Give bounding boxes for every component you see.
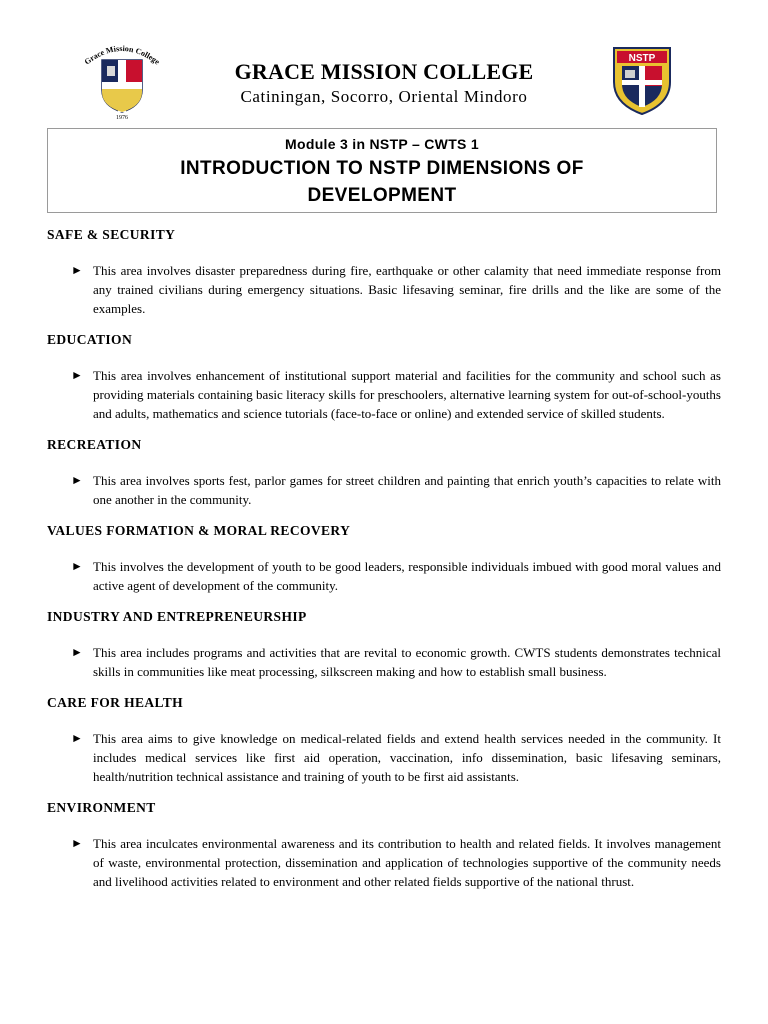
section-values-formation — [47, 523, 721, 595]
section-heading: RECREATION — [47, 437, 142, 452]
section-heading: EDUCATION — [47, 332, 133, 347]
list-item — [47, 471, 721, 509]
list-item — [47, 366, 721, 423]
dimensions-list — [47, 227, 721, 905]
section-heading: VALUES FORMATION & MORAL RECOVERY — [47, 523, 351, 538]
section-heading: ENVIRONMENT — [47, 800, 156, 815]
section-recreation — [47, 437, 721, 509]
seal-year: 1976 — [116, 115, 128, 120]
arrow-bullet-icon: ► — [71, 368, 83, 382]
module-title-box — [47, 128, 717, 213]
section-heading: SAFE & SECURITY — [47, 227, 176, 242]
section-text: This area aims to give knowledge on medical-related fields and extend health services needed in the community. It includes medical services like first aid operation, vaccination, info dissemination, basic lifesaving seminars, health/nutrition technical assistance and training of youth to be first aid assistants. — [93, 731, 721, 784]
list-item — [47, 729, 721, 786]
arrow-bullet-icon: ► — [71, 731, 83, 745]
page-header — [0, 0, 768, 125]
section-text: This area involves sports fest, parlor games for street children and painting that enrich youth’s capacities to relate with one another in the community. — [93, 473, 721, 507]
section-text: This area involves enhancement of institutional support material and facilities for the community and school such as providing materials containing basic literacy skills for preschoolers, alternative learning system for out-of-school-youths and adults, mathematics and science tutorials (face-to-face or online) and extended service of skilled students. — [93, 368, 721, 421]
arrow-bullet-icon: ► — [71, 645, 83, 659]
list-item — [47, 557, 721, 595]
section-text: This involves the development of youth to be good leaders, responsible individuals imbued with good moral values and active agent of development of the community. — [93, 559, 721, 593]
module-subtitle: Module 3 in NSTP – CWTS 1 — [285, 136, 479, 152]
nstp-label: NSTP — [628, 53, 656, 64]
arrow-bullet-icon: ► — [71, 263, 83, 277]
section-text: This area includes programs and activities that are revital to economic growth. CWTS students demonstrates technical skills in communities like meat processing, silkscreen making and how to establish small business. — [93, 645, 721, 679]
arrow-bullet-icon: ► — [71, 559, 83, 573]
section-heading: INDUSTRY AND ENTREPRENEURSHIP — [47, 609, 307, 624]
list-item — [47, 261, 721, 318]
section-education — [47, 332, 721, 423]
section-text: This area involves disaster preparedness during fire, earthquake or other calamity that need immediate response from any trained civilians during emergency situations. Basic lifesaving seminar, fire drills and the like are some of the examples. — [93, 263, 721, 316]
list-item — [47, 643, 721, 681]
list-item — [47, 834, 721, 891]
section-safe-security — [47, 227, 721, 318]
nstp-shield-icon — [610, 44, 674, 116]
arrow-bullet-icon: ► — [71, 836, 83, 850]
section-heading: CARE FOR HEALTH — [47, 695, 184, 710]
section-industry-entrepreneurship — [47, 609, 721, 681]
college-address: Catiningan, Socorro, Oriental Mindoro — [240, 87, 528, 106]
arrow-bullet-icon: ► — [71, 473, 83, 487]
module-title: INTRODUCTION TO NSTP DIMENSIONS OF DEVELOPMENT — [180, 158, 584, 206]
college-name: GRACE MISSION COLLEGE — [234, 59, 534, 84]
section-environment — [47, 800, 721, 891]
seal-arc-text: Grace Mission College — [82, 43, 162, 67]
section-text: This area inculcates environmental awareness and its contribution to health and related fields. It involves management of waste, environmental protection, dissemination and application of technologies supportive of the community needs and livelihood activities related to environment and other related fields supportive of the national thrust. — [93, 836, 721, 889]
section-care-for-health — [47, 695, 721, 786]
